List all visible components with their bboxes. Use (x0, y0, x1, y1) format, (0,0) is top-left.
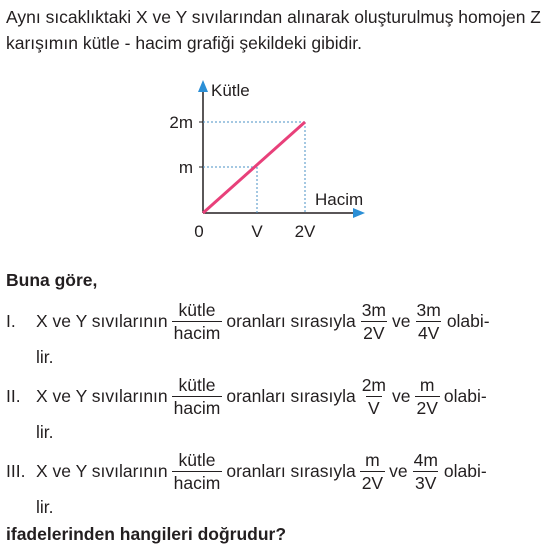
y-tick-label-m: m (178, 158, 193, 177)
value-a-fraction (360, 450, 385, 493)
statement-prefix: X ve Y sıvılarının (36, 385, 168, 406)
ratio-fraction (172, 375, 223, 418)
y-axis-label: Kütle (211, 81, 250, 100)
question-text: ifadelerinden hangileri doğrudur? (6, 524, 287, 544)
statement-middle: oranları sırasıyla (226, 385, 356, 406)
fraction-numerator: kütle (178, 299, 216, 320)
statement-continuation: lir. (36, 347, 54, 367)
x-tick-label-2v: 2V (294, 222, 316, 241)
fraction-denominator: V (368, 397, 380, 418)
y-tick-label-2m: 2m (169, 113, 193, 132)
statement-prefix: X ve Y sıvılarının (36, 310, 168, 331)
intro-text: Aynı sıcaklıktaki X ve Y sıvılarından alınarak oluşturulmuş homojen Z karışımın kütle - hacim grafiği şekildeki gibidir. (6, 7, 541, 53)
fraction-denominator: 2V (361, 472, 384, 493)
fraction-denominator: hacim (173, 322, 221, 343)
conjunction-ve: ve (392, 385, 411, 406)
mass-volume-line (203, 122, 305, 213)
fraction-denominator: 3V (415, 472, 437, 493)
statement-continuation: lir. (36, 422, 54, 442)
statement-suffix: olabi- (443, 460, 487, 481)
statement-suffix: olabi- (443, 385, 487, 406)
x-axis-label: Hacim (315, 190, 364, 209)
fraction-denominator: 2V (416, 397, 438, 418)
value-b-fraction (415, 300, 443, 343)
x-tick-label-0: 0 (194, 222, 204, 241)
ratio-fraction (172, 300, 223, 343)
statement-3 (6, 446, 554, 518)
conjunction-ve: ve (389, 460, 408, 481)
fraction-numerator: kütle (178, 374, 216, 395)
section-heading: Buna göre, (6, 270, 98, 290)
value-b-fraction (415, 375, 440, 418)
fraction-denominator: 2V (363, 322, 385, 343)
statement-number: III. (6, 460, 26, 481)
value-a-fraction (360, 300, 388, 343)
statement-1 (6, 296, 554, 368)
mass-volume-graph (0, 0, 559, 250)
statement-middle: oranları sırasıyla (226, 310, 356, 331)
fraction-numerator: 4m (413, 449, 438, 470)
fraction-numerator: m (365, 449, 380, 470)
fraction-numerator: 2m (361, 374, 387, 395)
statement-continuation: lir. (36, 497, 54, 517)
fraction-denominator: 4V (417, 322, 440, 343)
fraction-numerator: m (419, 374, 435, 395)
statement-suffix: olabi- (446, 310, 490, 331)
x-tick-label-v: V (251, 222, 263, 241)
fraction-numerator: 3m (416, 299, 441, 320)
value-b-fraction (412, 450, 440, 493)
statement-number: II. (6, 385, 21, 406)
y-axis-arrow (198, 80, 208, 92)
statement-prefix: X ve Y sıvılarının (36, 460, 168, 481)
conjunction-ve: ve (392, 310, 411, 331)
x-axis-arrow (353, 208, 365, 218)
ratio-fraction (172, 450, 223, 493)
fraction-denominator: hacim (173, 397, 221, 418)
fraction-numerator: 3m (361, 299, 387, 320)
statement-number: I. (6, 310, 16, 331)
value-a-fraction (360, 375, 388, 418)
fraction-numerator: kütle (178, 449, 216, 470)
statement-middle: oranları sırasıyla (226, 460, 356, 481)
statement-2 (6, 371, 554, 443)
fraction-denominator: hacim (173, 472, 221, 493)
